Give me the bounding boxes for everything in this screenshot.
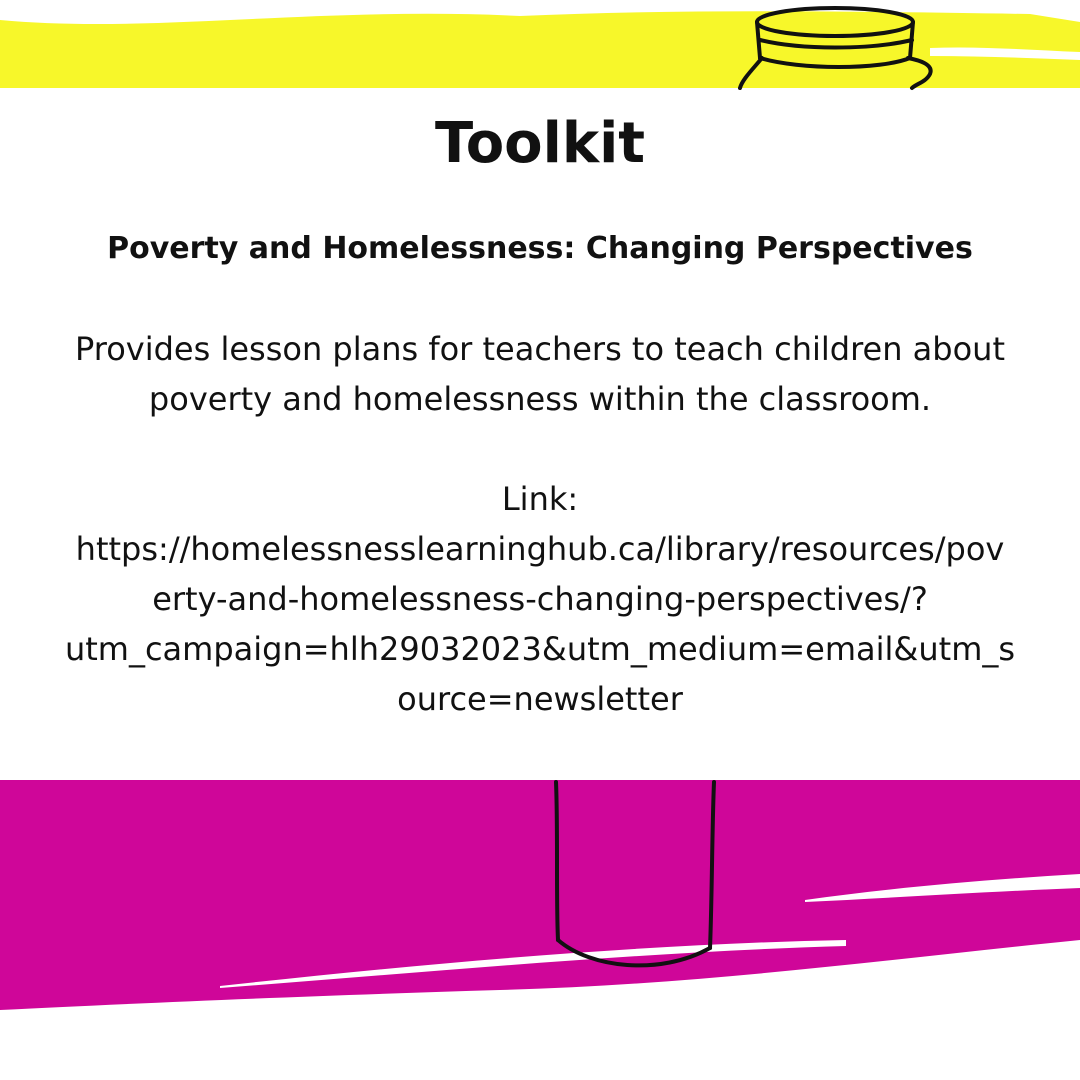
description-line: Provides lesson plans for teachers to teach children about	[75, 330, 1005, 368]
resource-url-line[interactable]: ource=newsletter	[397, 680, 683, 718]
link-label: Link:	[501, 480, 579, 518]
resource-url-line[interactable]: https://homelessnesslearninghub.ca/library/resources/pov	[75, 530, 1005, 568]
resource-url-line[interactable]: erty-and-homelessness-changing-perspectives/?	[152, 580, 928, 618]
description-line: poverty and homelessness within the classroom.	[148, 380, 932, 418]
resource-link-block	[40, 474, 1040, 724]
page-title: Toolkit	[434, 111, 646, 176]
resource-title: Poverty and Homelessness: Changing Perspectives	[107, 231, 973, 266]
resource-description	[40, 324, 1040, 424]
resource-url-line[interactable]: utm_campaign=hlh29032023&utm_medium=email&utm_s	[64, 630, 1016, 668]
yellow-brush-stroke	[0, 11, 1080, 88]
